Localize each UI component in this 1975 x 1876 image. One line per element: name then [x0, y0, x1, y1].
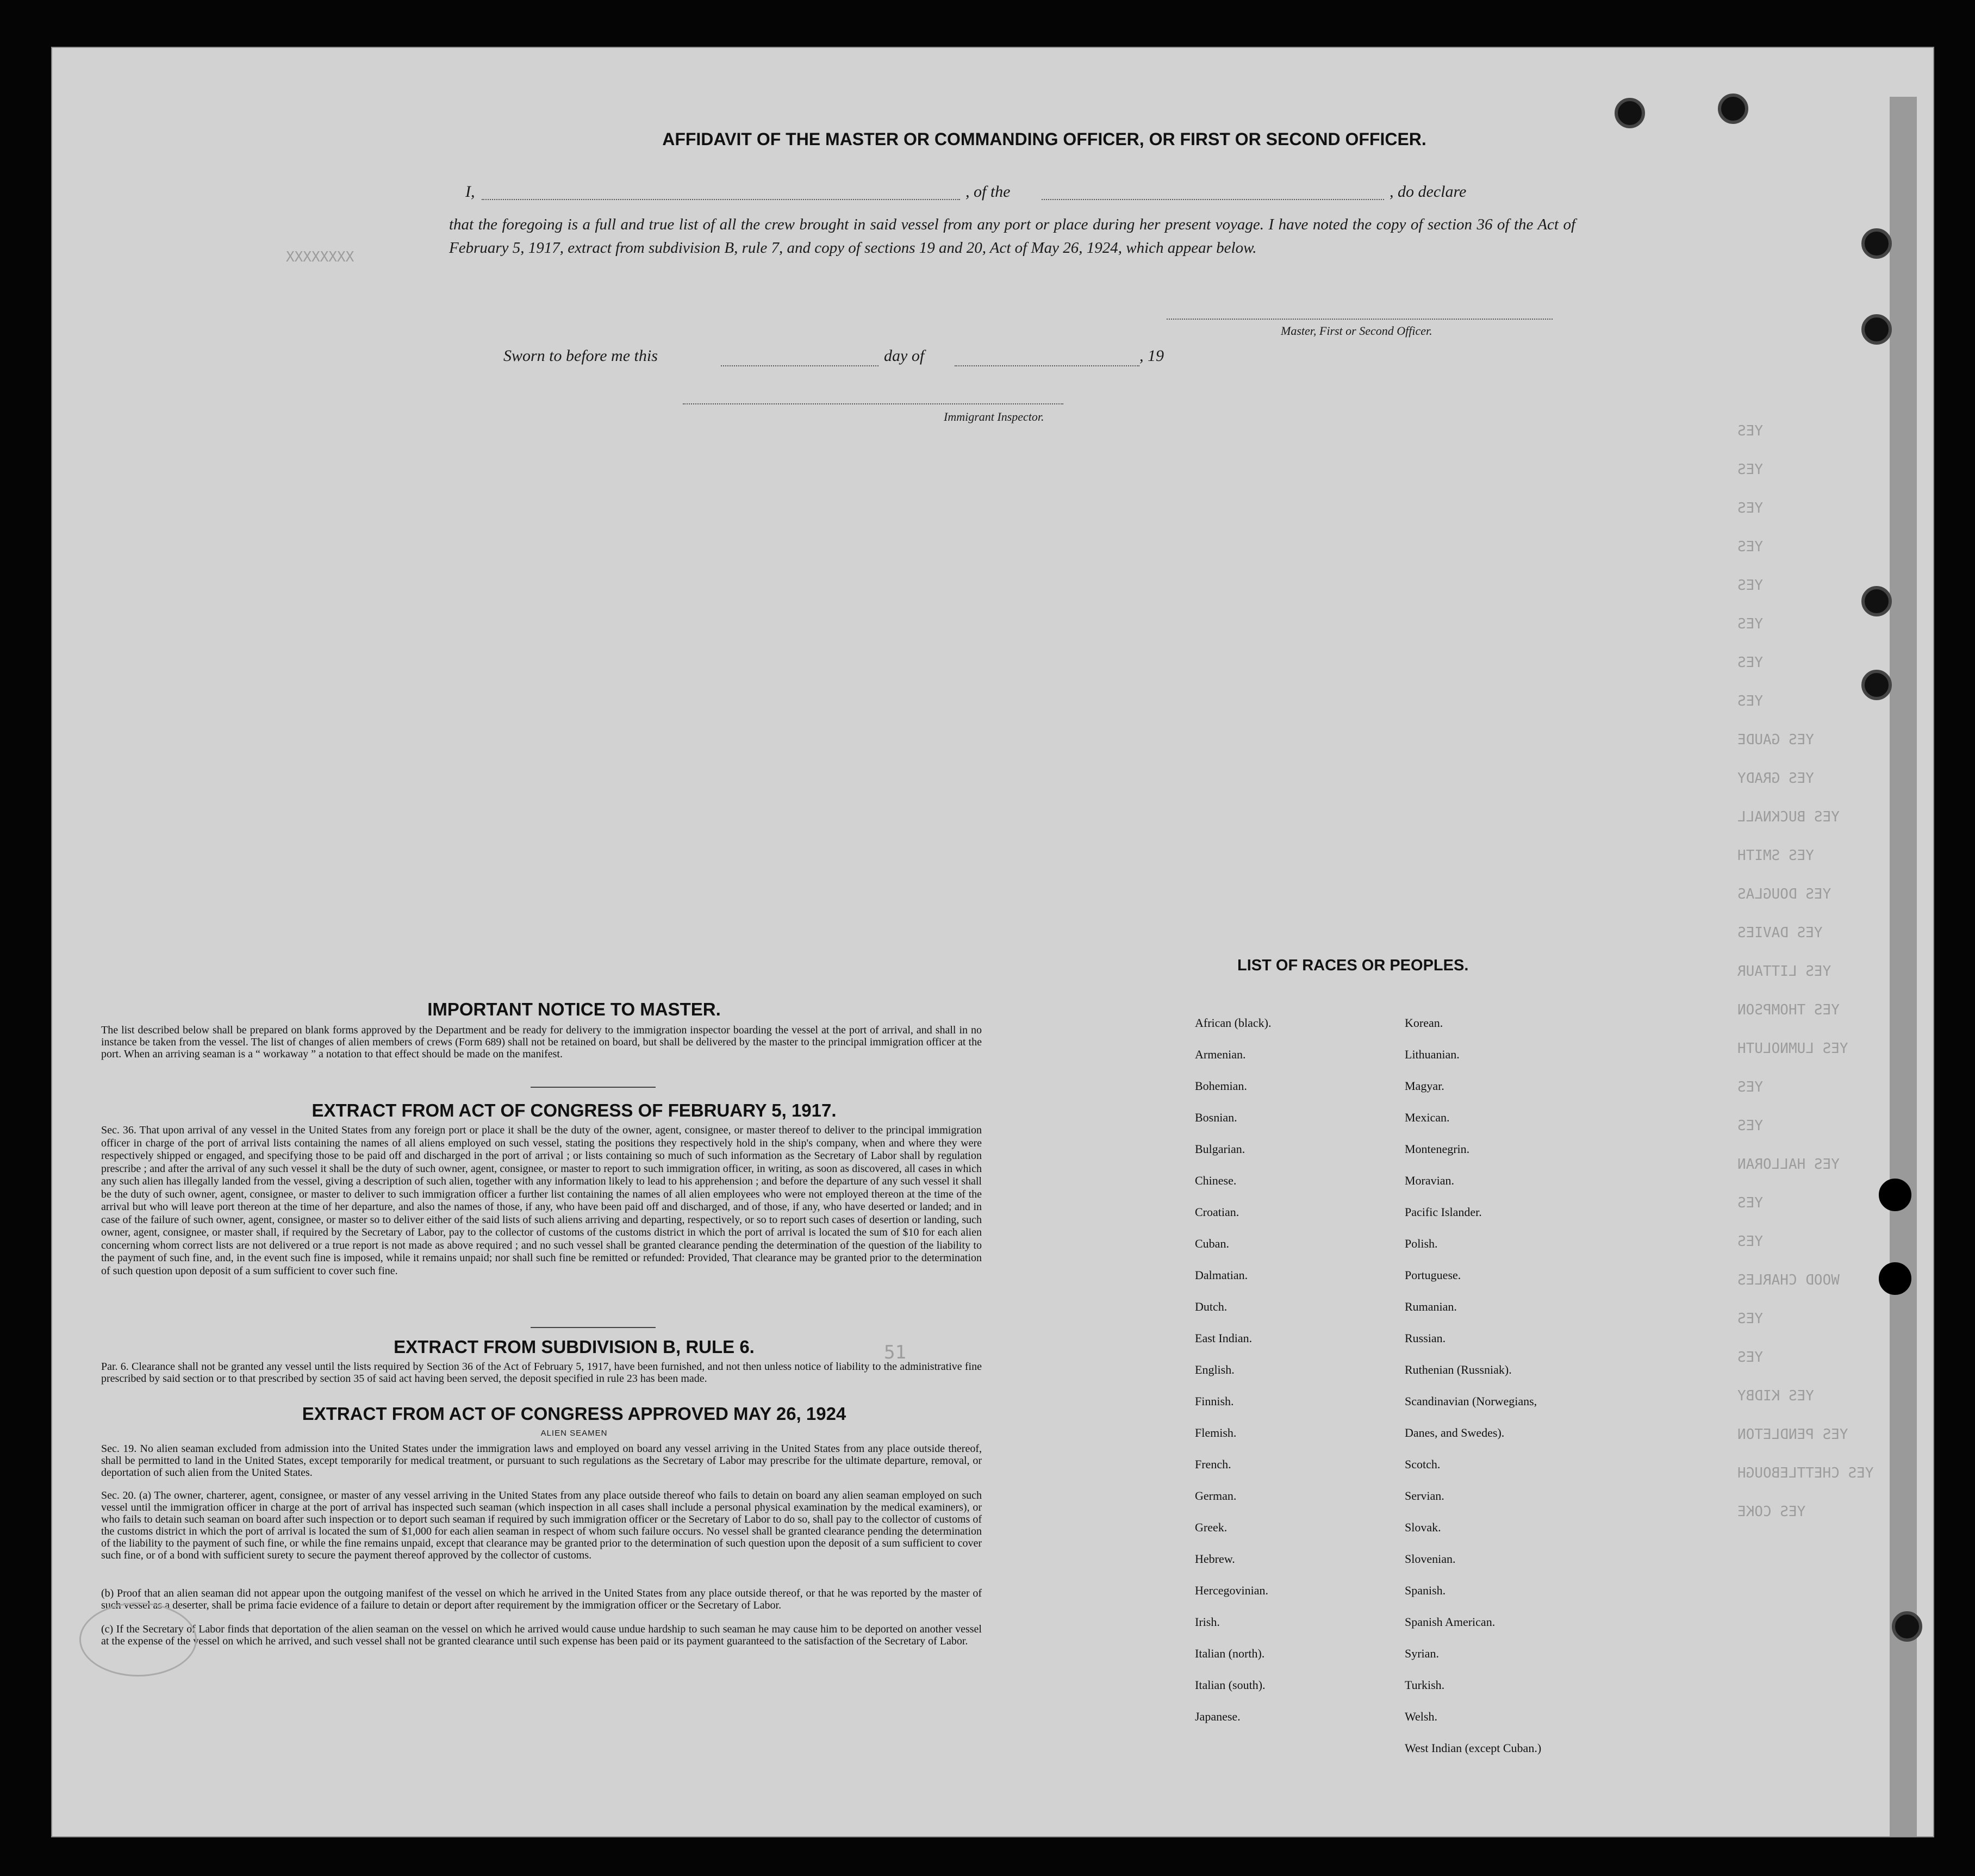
race-entry: Portuguese.	[1405, 1268, 1461, 1282]
race-entry: Mexican.	[1405, 1111, 1450, 1124]
manifest-page	[52, 48, 1933, 1836]
race-entry: Chinese.	[1195, 1174, 1237, 1187]
races-title: LIST OF RACES OR PEOPLES.	[1237, 957, 1469, 974]
extract-1924-title: EXTRACT FROM ACT OF CONGRESS APPROVED MAY 26, 1924	[302, 1404, 846, 1424]
race-entry: Armenian.	[1195, 1048, 1246, 1061]
received-stamp	[79, 1603, 197, 1676]
race-entry: Russian.	[1405, 1331, 1446, 1345]
extract-1917-title: EXTRACT FROM ACT OF CONGRESS OF FEBRUARY 5, 1917.	[311, 1100, 837, 1120]
race-entry: Servian.	[1405, 1489, 1444, 1503]
race-entry: English.	[1195, 1363, 1235, 1376]
race-entry: Dutch.	[1195, 1300, 1228, 1313]
race-entry: African (black).	[1195, 1016, 1272, 1030]
race-entry: Dalmatian.	[1195, 1268, 1248, 1282]
race-entry: Cuban.	[1195, 1237, 1229, 1250]
bleed-through-row: YES	[1737, 1079, 1763, 1095]
race-entry: Japanese.	[1195, 1710, 1241, 1723]
race-entry: French.	[1195, 1457, 1231, 1471]
race-entry: Magyar.	[1405, 1079, 1444, 1093]
race-entry: Hercegovinian.	[1195, 1584, 1268, 1597]
race-entry: Bosnian.	[1195, 1111, 1237, 1124]
bleed-through-row: YES	[1737, 539, 1763, 555]
race-entry: Korean.	[1405, 1016, 1443, 1030]
bleed-through-row: YES	[1737, 1349, 1763, 1366]
bleed-through-row: YES	[1737, 616, 1763, 632]
binder-hole	[1879, 1179, 1911, 1211]
race-entry: Montenegrin.	[1405, 1142, 1470, 1156]
race-entry: Croatian.	[1195, 1205, 1239, 1219]
extract-rule6-body: Par. 6. Clearance shall not be granted any vessel until the lists required by Section 36 of the Act of February 5, 1917, have been furnished, and not then unless notice of liability to the administrative fine prescribed by said section or to that prescribed by section 35 of said act having been served, the deposit specified in rule 23 has been made.	[101, 1361, 982, 1385]
race-entry: Finnish.	[1195, 1394, 1234, 1408]
bleed-through-row: YES DAVIES	[1737, 925, 1823, 941]
bleed-through-row: YES THOMPSON	[1737, 1002, 1840, 1018]
race-entry: Polish.	[1405, 1237, 1438, 1250]
race-entry: Pacific Islander.	[1405, 1205, 1482, 1219]
bleed-through-row: YES GAUDE	[1737, 732, 1814, 748]
bleed-through-row: YES HALLORAN	[1737, 1156, 1840, 1173]
races-column-2	[1405, 1007, 1541, 1764]
extract-1917-body: Sec. 36. That upon arrival of any vessel in the United States from any foreign port or place it shall be the duty of the owner, agent, consignee, or master thereof to deliver to the principal immigration officer in charge of the port of arrival lists containing the names of all aliens employed on such vessel, stating the positions they respectively hold in the ship's company, when and where they were respectively shipped or engaged, and specifying those to be paid off and discharged in the port of arrival ; or lists containing so much of such information as the Secretary of Labor shall by regulation prescribe ; and after the arrival of any such vessel it shall be the duty of such owner, agent, consignee, or master to report to such immigration officer, in writing, as soon as discovered, all cases in which any such alien has illegally landed from the vessel, giving a description of such alien, together with any information likely to lead to his apprehension ; and before the departure of any such vessel it shall be the duty of such owner, agent, consignee, or master to deliver to such immigration officer a further list containing the names of all alien employees who were not employed thereon at the time of the arrival but who will leave port thereon at the time of her departure, and also the names of those, if any, who have been paid off and discharged, and of those, if any, who have deserted or landed; and in case of the failure of such owner, agent, consignee, or master so to deliver either of the said lists of such aliens arriving and departing, respectively, or so to report such cases of desertion or landing, such owner, agent, consignee, or master shall, if required by the Secretary of Labor, pay to the collector of customs of the customs district in which the port of arrival is located the sum of $10 for each alien concerning whom correct lists are not delivered or a true report is not made as above required ; and no such vessel shall be granted clearance pending the determination of the question of the liability to the payment of such fine, and, in the event such fine is imposed, while it remains unpaid; nor shall such fine be remitted or refunded: Provided, That clearance may be granted prior to the determination of such question upon deposit of a sum sufficient to cover such fine.	[101, 1124, 982, 1277]
race-entry: East Indian.	[1195, 1331, 1253, 1345]
sworn-line: Sworn to before me this day of , 19	[503, 347, 1264, 369]
bleed-through-row: YES	[1737, 1195, 1763, 1211]
race-entry: Danes, and Swedes).	[1405, 1426, 1505, 1439]
bleed-through-row: WOOD CHARLES	[1737, 1272, 1840, 1288]
inspector-label: Immigrant Inspector.	[944, 410, 1044, 423]
affidavit-statement: that the foregoing is a full and true list of all the crew brought in said vessel from any port or place during her present voyage. I have noted the copy of section 36 of the Act of February 5, 1917, extract from subdivision B, rule 7, and copy of sections 19 and 20, Act of May 26, 1924, which appear below.	[449, 216, 1575, 257]
bleed-through-row: YES LUMNOLUTH	[1737, 1040, 1848, 1057]
divider	[531, 1327, 656, 1328]
bleed-through-row: YES KIDBY	[1737, 1388, 1814, 1404]
race-entry: Rumanian.	[1405, 1300, 1457, 1313]
bleed-through-row: YES	[1737, 423, 1763, 439]
divider	[531, 1087, 656, 1088]
master-signature-line	[1167, 319, 1553, 320]
race-entry: Lithuanian.	[1405, 1048, 1460, 1061]
bleed-through-row: YES DOUGLAS	[1737, 886, 1831, 902]
bleed-through-row: YES PENDLETON	[1737, 1426, 1848, 1443]
binder-hole	[1861, 670, 1892, 700]
extract-1924-sec19: Sec. 19. No alien seaman excluded from admission into the United States under the immigration laws and employed on board any vessel arriving in the United States from any place outside thereof, shall be permitted to land in the United States, except temporarily for medical treatment, or pursuant to such regulations as the Secretary of Labor may prescribe for the ultimate departure, removal, or deportation of such alien from the United States.	[101, 1443, 982, 1479]
extract-1924-sec20c: (c) If the Secretary of Labor finds that deportation of the alien seaman on the vessel on which he arrived would cause undue hardship to such seaman he may cause him to be deported on another vessel at the expense of the vessel on which he arrived, and such vessel shall not be granted clearance until such expense has been paid or its payment guaranteed to the satisfaction of the Secretary of Labor.	[101, 1623, 982, 1647]
race-entry: Italian (south).	[1195, 1678, 1266, 1692]
bleed-through-row: YES LITTAUR	[1737, 963, 1831, 980]
notice-body: The list described below shall be prepared on blank forms approved by the Department and be ready for delivery to the immigration inspector boarding the vessel at the port of arrival, and shall in no instance be taken from the vessel. The list of changes of alien members of crews (Form 689) shall not be retained on board, but shall be delivered by the master to the principal immigration officer at the port. When an arriving seaman is a “ workaway ” a notation to that effect should be made on the manifest.	[101, 1024, 982, 1060]
bleed-through-row: YES	[1737, 655, 1763, 671]
affidavit-declare-line: I, , of the , do declare	[465, 183, 1467, 201]
races-column-1	[1195, 1007, 1271, 1732]
bleed-through-code: XXXXXXXX	[286, 249, 354, 265]
bleed-through-row: YES	[1737, 1311, 1763, 1327]
race-entry: Hebrew.	[1195, 1552, 1235, 1566]
race-entry: Bulgarian.	[1195, 1142, 1245, 1156]
race-entry: Italian (north).	[1195, 1647, 1265, 1660]
bleed-through-row: YES	[1737, 1233, 1763, 1250]
race-entry: Bohemian.	[1195, 1079, 1247, 1093]
bleed-through-row: YES	[1737, 693, 1763, 709]
bleed-through-row: YES COKE	[1737, 1504, 1806, 1520]
binder-hole	[1861, 228, 1892, 259]
page-edge	[1890, 97, 1917, 1836]
race-entry: Moravian.	[1405, 1174, 1455, 1187]
affidavit-title: AFFIDAVIT OF THE MASTER OR COMMANDING OFFICER, OR FIRST OR SECOND OFFICER.	[662, 129, 1426, 149]
bleed-through-page-number: 51	[884, 1342, 906, 1363]
race-entry: Slovak.	[1405, 1520, 1441, 1534]
extract-1924-sec20b: (b) Proof that an alien seaman did not appear upon the outgoing manifest of the vessel on which he arrived in the United States from any place outside thereof, or that he was reported by the master of such vessel as a deserter, shall be prima facie evidence of a failure to detain or deport after requirement by the immigration officer or the Secretary of Labor.	[101, 1587, 982, 1611]
bleed-through-row: YES GRADY	[1737, 770, 1814, 787]
extract-1924-subtitle: ALIEN SEAMEN	[540, 1429, 608, 1438]
race-entry: Scandinavian (Norwegians,	[1405, 1394, 1537, 1408]
race-entry: Ruthenian (Russniak).	[1405, 1363, 1512, 1376]
race-entry: Greek.	[1195, 1520, 1228, 1534]
binder-hole	[1861, 314, 1892, 345]
binder-hole	[1861, 586, 1892, 616]
bleed-through-row: YES SMITH	[1737, 847, 1814, 864]
bleed-through-row: YES	[1737, 1118, 1763, 1134]
binder-hole	[1879, 1262, 1911, 1295]
race-entry: Flemish.	[1195, 1426, 1237, 1439]
notice-title: IMPORTANT NOTICE TO MASTER.	[427, 999, 721, 1019]
bleed-through-row: YES CHETTLEBOUGH	[1737, 1465, 1874, 1481]
binder-hole	[1892, 1611, 1922, 1642]
bleed-through-row: YES BUCKNALL	[1737, 809, 1840, 825]
bleed-through-row: YES	[1737, 577, 1763, 594]
master-signature-label: Master, First or Second Officer.	[1281, 324, 1432, 338]
race-entry: Scotch.	[1405, 1457, 1441, 1471]
bleed-through-row: YES	[1737, 500, 1763, 516]
bleed-through-row: YES	[1737, 462, 1763, 478]
race-entry: Spanish American.	[1405, 1615, 1496, 1629]
race-entry: Welsh.	[1405, 1710, 1437, 1723]
race-entry: Slovenian.	[1405, 1552, 1456, 1566]
race-entry: West Indian (except Cuban.)	[1405, 1741, 1542, 1755]
race-entry: Syrian.	[1405, 1647, 1439, 1660]
race-entry: Spanish.	[1405, 1584, 1446, 1597]
binder-hole	[1718, 94, 1748, 124]
race-entry: Turkish.	[1405, 1678, 1445, 1692]
binder-hole	[1615, 98, 1645, 128]
inspector-signature-line	[683, 403, 1063, 404]
extract-1924-sec20a: Sec. 20. (a) The owner, charterer, agent, consignee, or master of any vessel arriving in the United States from any place outside thereof who fails to detain on board any alien seaman employed on such vessel until the immigration officer in charge at the port of arrival has inspected such seaman (which inspection in all cases shall include a personal physical examination by the medical examiners), or who fails to detain such seaman on board after such inspection or to deport such seaman if required by such immigration officer or the Secretary of Labor to do so, shall pay to the collector of customs of the customs district in which the port of arrival is located the sum of $1,000 for each alien seaman in respect of whom such failure occurs. No vessel shall be granted clearance pending the determination of the liability to the payment of such fine, or while the fine remains unpaid, except that clearance may be granted prior to the determination of such question upon the deposit of a sum sufficient to cover such fine, or of a bond with sufficient surety to secure the payment thereof approved by the collector of customs.	[101, 1489, 982, 1561]
race-entry: German.	[1195, 1489, 1237, 1503]
extract-rule6-title: EXTRACT FROM SUBDIVISION B, RULE 6.	[394, 1337, 755, 1357]
race-entry: Irish.	[1195, 1615, 1220, 1629]
